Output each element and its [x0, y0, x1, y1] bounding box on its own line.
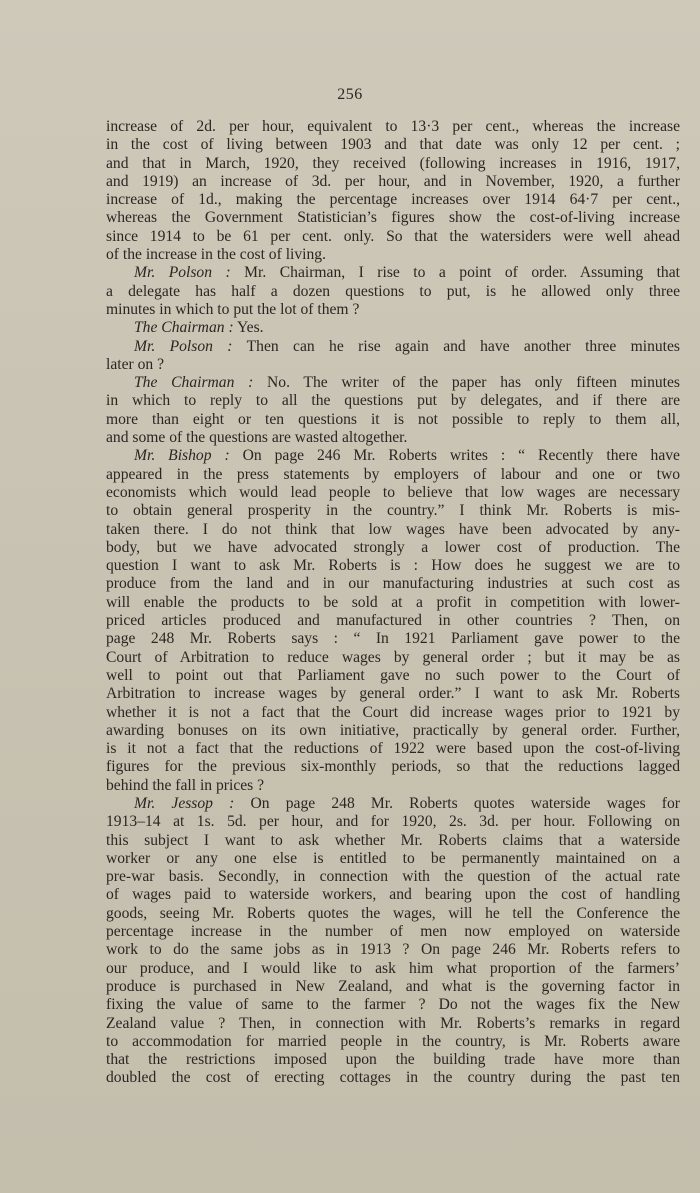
text-line — [106, 649, 680, 667]
line-text: Mr. Chairman, I rise to a point of order. Assuming that — [230, 264, 680, 282]
line-text: later on ? — [106, 355, 165, 373]
text-line — [106, 594, 680, 612]
text-line — [106, 575, 680, 593]
text-line — [106, 118, 680, 136]
line-text: Yes. — [233, 319, 264, 337]
line-text: of the increase in the cost of living. — [106, 246, 326, 264]
speaker-label: Mr. Bishop : — [134, 447, 230, 465]
text-line — [106, 758, 680, 776]
text-line — [106, 356, 680, 374]
line-text: our produce, and I would like to ask him what proportion of the farmers’ — [106, 959, 680, 977]
text-line — [106, 722, 680, 740]
line-text: Arbitration to increase wages by general order.” I want to ask Mr. Roberts — [106, 685, 680, 703]
text-line — [106, 795, 680, 813]
speaker-label: The Chairman : — [134, 319, 234, 337]
text-line — [106, 960, 680, 978]
line-text: 1913–14 at 1s. 5d. per hour, and for 1920, 2s. 3d. per hour. Following on — [106, 813, 680, 831]
text-line — [106, 411, 680, 429]
line-text: of wages paid to waterside workers, and bearing upon the cost of handling — [106, 886, 680, 904]
line-text: whether it is not a fact that the Court did increase wages prior to 1921 by — [106, 703, 680, 721]
text-line — [106, 228, 680, 246]
text-line — [106, 392, 680, 410]
text-line — [106, 832, 680, 850]
text-line — [106, 521, 680, 539]
line-text: fixing the value of same to the farmer ? Do not the wages fix the New — [106, 996, 680, 1014]
text-line — [106, 319, 680, 337]
text-line — [106, 502, 680, 520]
text-line — [106, 777, 680, 795]
text-line — [106, 557, 680, 575]
line-text: doubled the cost of erecting cottages in the country during the past ten — [106, 1069, 680, 1087]
text-line — [106, 886, 680, 904]
speaker-label: The Chairman : — [134, 374, 254, 392]
line-text: and that in March, 1920, they received (following increases in 1916, 1917, — [106, 154, 680, 172]
line-text: to obtain general prosperity in the country.” I think Mr. Roberts is mis- — [106, 502, 680, 520]
text-line — [106, 868, 680, 886]
line-text: On page 248 Mr. Roberts quotes waterside wages for — [234, 794, 680, 812]
text-line — [106, 173, 680, 191]
text-line — [106, 1033, 680, 1051]
line-text: increase of 2d. per hour, equivalent to 13·3 per cent., whereas the increase — [106, 118, 680, 135]
line-text: in which to reply to all the questions put by delegates, and if there are — [106, 392, 680, 410]
text-line — [106, 612, 680, 630]
text-line — [106, 374, 680, 392]
text-line — [106, 246, 680, 264]
line-text: figures for the previous six-monthly periods, so that the reductions lagged — [106, 758, 680, 776]
line-text: taken there. I do not think that low wages have been advocated by any- — [106, 520, 680, 538]
line-text: awarding bonuses on its own initiative, practically by general order. Further, — [106, 721, 680, 739]
text-line — [106, 301, 680, 319]
text-line — [106, 630, 680, 648]
line-text: in the cost of living between 1903 and that date was only 12 per cent. ; — [106, 136, 680, 154]
line-text: goods, seeing Mr. Roberts quotes the wages, will he tell the Conference the — [106, 904, 680, 922]
text-line — [106, 740, 680, 758]
speaker-label: Mr. Polson : — [134, 264, 231, 282]
text-line — [106, 539, 680, 557]
line-text: produce from the land and in our manufacturing industries at such cost as — [106, 575, 680, 593]
text-line — [106, 996, 680, 1014]
text-line — [106, 429, 680, 447]
text-line — [106, 191, 680, 209]
line-text: more than eight or ten questions it is not possible to reply to them all, — [106, 410, 680, 428]
line-text: to accommodation for married people in the country, is Mr. Roberts aware — [106, 1032, 680, 1050]
text-line — [106, 1051, 680, 1069]
text-line — [106, 704, 680, 722]
line-text: that the restrictions imposed upon the building trade have more than — [106, 1051, 680, 1069]
line-text: appeared in the press statements by employers of labour and one or two — [106, 465, 680, 483]
text-line — [106, 667, 680, 685]
line-text: priced articles produced and manufactured in other countries ? Then, on — [106, 612, 680, 630]
speaker-label: Mr. Polson : — [134, 337, 233, 355]
line-text: and some of the questions are wasted altogether. — [106, 429, 408, 447]
text-line — [106, 978, 680, 996]
line-text: No. The writer of the paper has only fifteen minutes — [253, 374, 680, 392]
line-text: minutes in which to put the lot of them ? — [106, 300, 360, 318]
text-line — [106, 850, 680, 868]
line-text: is it not a fact that the reductions of 1922 were based upon the cost-of-living — [106, 740, 680, 758]
line-text: whereas the Government Statistician’s figures show the cost-of-living increase — [106, 209, 680, 227]
line-text: page 248 Mr. Roberts says : “ In 1921 Parliament gave power to the — [106, 630, 680, 648]
line-text: question I want to ask Mr. Roberts is : How does he suggest we are to — [106, 557, 680, 575]
line-text: work to do the same jobs as in 1913 ? On page 246 Mr. Roberts refers to — [106, 941, 680, 959]
text-line — [106, 466, 680, 484]
line-text: behind the fall in prices ? — [106, 776, 265, 794]
line-text: produce is purchased in New Zealand, and what is the governing factor in — [106, 977, 680, 995]
line-text: since 1914 to be 61 per cent. only. So that the watersiders were well ahead — [106, 227, 680, 245]
body-text — [106, 118, 680, 1088]
text-line — [106, 923, 680, 941]
text-line — [106, 447, 680, 465]
line-text: pre-war basis. Secondly, in connection with the question of the actual rate — [106, 868, 680, 886]
line-text: increase of 1d., making the percentage increases over 1914 64·7 per cent., — [106, 191, 680, 209]
line-text: Court of Arbitration to reduce wages by general order ; but it may be as — [106, 648, 680, 666]
text-line — [106, 484, 680, 502]
line-text: and 1919) an increase of 3d. per hour, and in November, 1920, a further — [106, 172, 680, 190]
text-line — [106, 209, 680, 227]
line-text: will enable the products to be sold at a profit in competition with lower- — [106, 593, 680, 611]
text-line — [106, 685, 680, 703]
line-text: a delegate has half a dozen questions to put, is he allowed only three — [106, 282, 680, 300]
text-line — [106, 813, 680, 831]
text-line — [106, 941, 680, 959]
line-text: On page 246 Mr. Roberts writes : “ Recently there have — [229, 447, 680, 465]
line-text: body, but we have advocated strongly a lower cost of production. The — [106, 538, 680, 556]
text-line — [106, 136, 680, 154]
line-text: this subject I want to ask whether Mr. Roberts claims that a waterside — [106, 831, 680, 849]
line-text: worker or any one else is entitled to be permanently maintained on a — [106, 849, 680, 867]
line-text: Then can he rise again and have another three minutes — [232, 337, 680, 355]
page-number: 256 — [337, 86, 363, 103]
text-line — [106, 1015, 680, 1033]
text-line — [106, 264, 680, 282]
text-line — [106, 338, 680, 356]
text-line — [106, 1069, 680, 1087]
text-line — [106, 283, 680, 301]
text-line — [106, 155, 680, 173]
line-text: percentage increase in the number of men now employed on waterside — [106, 923, 680, 941]
speaker-label: Mr. Jessop : — [134, 794, 235, 812]
line-text: economists which would lead people to believe that low wages are necessary — [106, 483, 680, 501]
line-text: Zealand value ? Then, in connection with Mr. Roberts’s remarks in regard — [106, 1014, 680, 1032]
text-line — [106, 905, 680, 923]
line-text: well to point out that Parliament gave no such power to the Court of — [106, 666, 680, 684]
